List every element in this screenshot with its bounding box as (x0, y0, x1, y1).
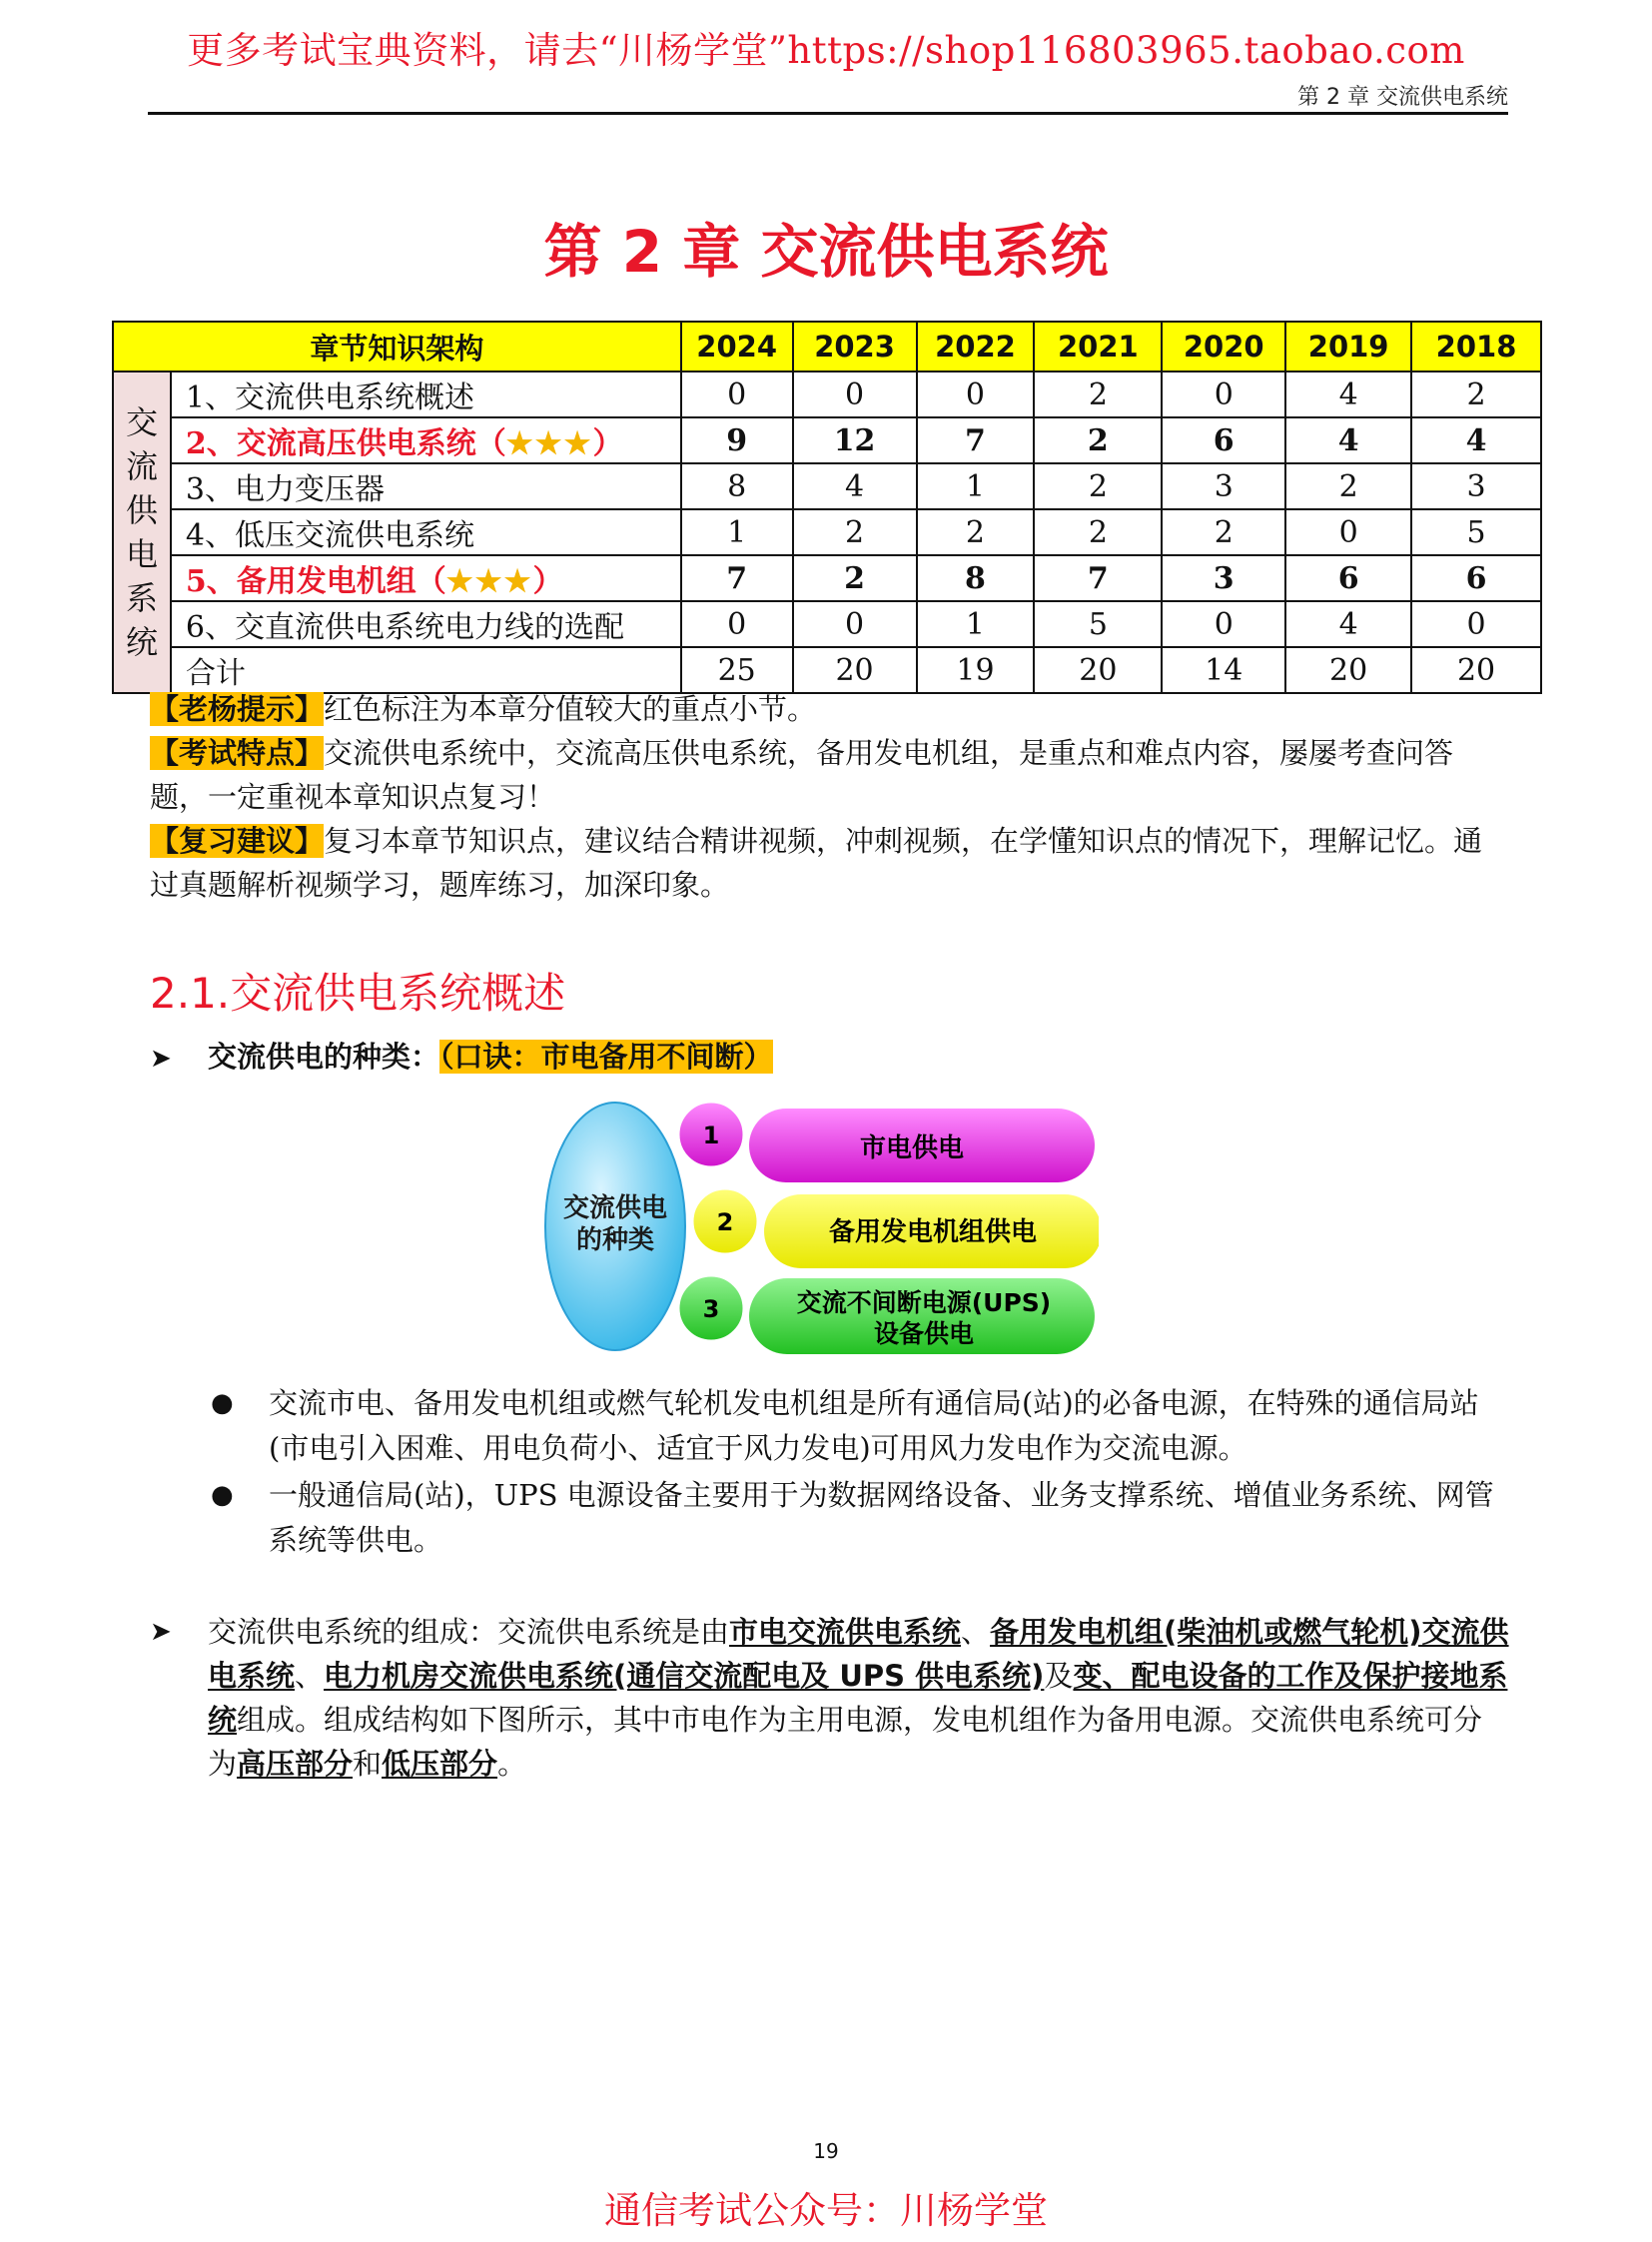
item-label-1: 市电供电 (859, 1133, 965, 1163)
chapter-title: 第 2 章 交流供电系统 (543, 218, 1109, 286)
top-banner-link[interactable]: 更多考试宝典资料，请去“川杨学堂”https://shop116803965.taobao.com (187, 29, 1465, 72)
year-header: 2023 (793, 322, 917, 372)
year-header: 2021 (1034, 322, 1162, 372)
item-label-3a: 交流不间断电源(UPS) (796, 1288, 1052, 1317)
item-num-2: 2 (716, 1208, 734, 1236)
year-header: 2024 (681, 322, 793, 372)
group-label: 交 流 供 电 系 统 (113, 372, 171, 693)
arrow-bullet-icon: ➤ (150, 1044, 172, 1074)
year-header: 2020 (1162, 322, 1285, 372)
star-icon: ★★★ (445, 564, 533, 599)
row-label: 2、交流高压供电系统（★★★） (171, 417, 681, 463)
item-label-3b: 设备供电 (873, 1319, 975, 1348)
table-row: 5、备用发电机组（★★★） 7 2 8 7 3 6 6 (113, 555, 1541, 601)
row-label: 合计 (171, 647, 681, 693)
arrow-bullet-icon: ➤ (150, 1617, 172, 1647)
table-header-label: 章节知识架构 (113, 322, 681, 372)
footer-banner: 通信考试公众号：川杨学堂 (604, 2189, 1048, 2232)
advice-tag: 【复习建议】 (150, 824, 325, 858)
table-row: 2、交流高压供电系统（★★★） 9 12 7 2 6 4 4 (113, 417, 1541, 463)
note-tip: 【老杨提示】红色标注为本章分值较大的重点小节。 (150, 692, 817, 726)
running-head: 第 2 章 交流供电系统 (1297, 85, 1508, 110)
table-row: 4、低压交流供电系统 1 2 2 2 2 0 5 (113, 509, 1541, 555)
list-item: ● 交流市电、备用发电机组或燃气轮机发电机组是所有通信局(站)的必备电源，在特殊的通信局站(市电引入困难、用电负荷小、适宜于风力发电)可用风力发电作为交流电源。 (205, 1381, 1513, 1471)
composition-paragraph: ➤ 交流供电系统的组成：交流供电系统是由市电交流供电系统、备用发电机组(柴油机或燃气轮机)交流供电系统、电力机房交流供电系统(通信交流配电及 UPS 供电系统)及变、配电设备的工作及保护接地系统组成。组成结构如下图所示，其中市电作为主用电源，发电机组作为备用电源。交流供电系统可分为高压部分和低压部分。 (150, 1610, 1510, 1786)
feature-tag: 【考试特点】 (150, 736, 325, 770)
row-label: 4、低压交流供电系统 (171, 509, 681, 555)
knowledge-structure-table (112, 321, 1542, 694)
star-icon: ★★★ (505, 426, 593, 461)
year-header: 2022 (917, 322, 1035, 372)
bullet-list (205, 1381, 1513, 1563)
note-feature: 【考试特点】交流供电系统中，交流高压供电系统，备用发电机组，是重点和难点内容，屡屡考查问答题，一定重视本章知识点复习！ (150, 736, 1454, 814)
table-header-row (113, 322, 1541, 372)
section-title: 2.1.交流供电系统概述 (150, 969, 566, 1018)
item-label-2: 备用发电机组供电 (828, 1217, 1038, 1247)
bullet-dot-icon: ● (211, 1480, 234, 1510)
item-num-1: 1 (702, 1121, 720, 1149)
center-label-2: 的种类 (575, 1225, 655, 1255)
center-label-1: 交流供电 (562, 1193, 668, 1223)
year-header: 2019 (1285, 322, 1411, 372)
bullet-dot-icon: ● (211, 1388, 234, 1418)
ac-supply-types-diagram (539, 1097, 1099, 1358)
row-label: 5、备用发电机组（★★★） (171, 555, 681, 601)
list-item: ● 一般通信局(站)，UPS 电源设备主要用于为数据网络设备、业务支撑系统、增值业务系统、网管系统等供电。 (205, 1473, 1513, 1563)
table-total-row: 合计 25 20 19 20 14 20 20 (113, 647, 1541, 693)
kinds-line: ➤ 交流供电的种类：（口诀：市电备用不间断） (150, 1035, 773, 1081)
row-label: 6、交直流供电系统电力线的选配 (171, 601, 681, 647)
page-number: 19 (813, 2139, 839, 2163)
mnemonic-highlight: （口诀：市电备用不间断） (439, 1040, 773, 1074)
table-row: 交 流 供 电 系 统 1、交流供电系统概述 0 0 0 2 0 4 2 (113, 372, 1541, 417)
table-row: 6、交直流供电系统电力线的选配 0 0 1 5 0 4 0 (113, 601, 1541, 647)
row-label: 3、电力变压器 (171, 463, 681, 509)
tip-tag: 【老杨提示】 (150, 692, 325, 726)
header-rule (148, 112, 1508, 115)
table-row: 3、电力变压器 8 4 1 2 3 2 3 (113, 463, 1541, 509)
year-header: 2018 (1411, 322, 1541, 372)
item-num-3: 3 (702, 1295, 720, 1323)
row-label: 1、交流供电系统概述 (171, 372, 681, 417)
note-advice: 【复习建议】复习本章节知识点，建议结合精讲视频，冲刺视频，在学懂知识点的情况下，理解记忆。通过真题解析视频学习，题库练习，加深印象。 (150, 824, 1483, 902)
